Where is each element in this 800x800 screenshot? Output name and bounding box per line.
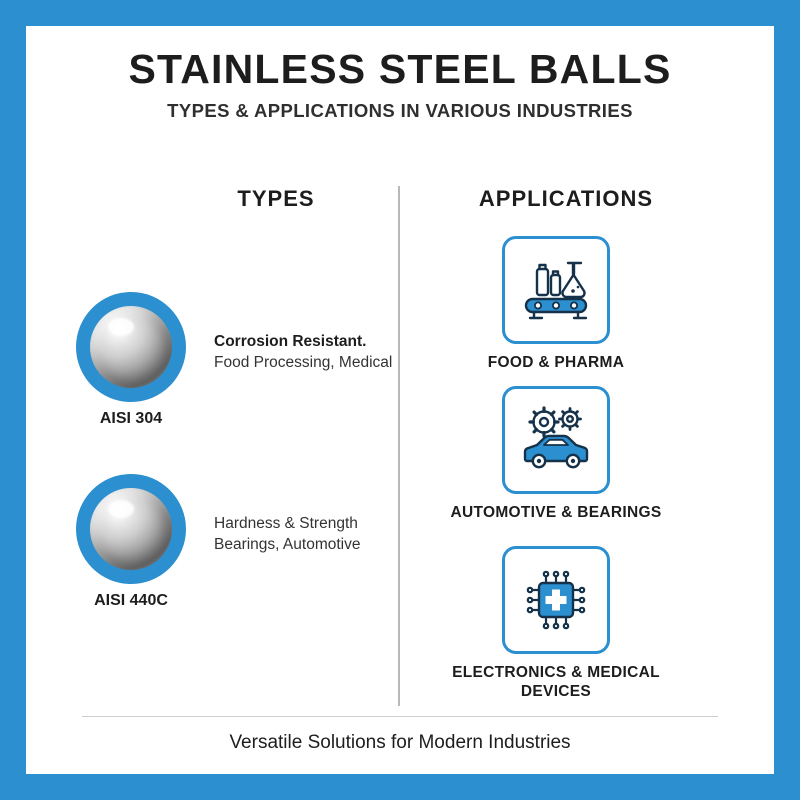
footer-divider [82,716,718,717]
type-description-line1: Corrosion Resistant. [214,333,367,351]
type-description [214,514,360,556]
type-item [76,474,360,624]
type-description-line1: Hardness & Strength [214,515,358,533]
page-title: STAINLESS STEEL BALLS [128,46,672,92]
application-label: ELECTRONICS & MEDICAL DEVICES [452,664,660,701]
type-description-line2: Bearings, Automotive [214,536,361,553]
ball-highlight [108,500,134,518]
steel-ball-graphic [76,474,196,624]
steel-ball-icon [90,306,172,388]
type-description-line2: Food Processing, Medical [214,354,393,371]
applications-heading: APPLICATIONS [478,186,654,211]
application-item [426,386,686,522]
ball-highlight [108,318,134,336]
application-item [426,236,686,372]
header [26,26,774,122]
infographic-panel [26,26,774,774]
application-label: FOOD & PHARMA [487,354,625,371]
footer-tagline: Versatile Solutions for Modern Industries [229,732,571,753]
steel-ball-graphic [76,292,196,442]
types-heading: TYPES [237,186,315,211]
content-columns [26,174,774,704]
page-subtitle: TYPES & APPLICATIONS IN VARIOUS INDUSTRIES [167,100,633,122]
application-item [426,546,686,702]
conveyor-flask-icon [502,236,610,344]
type-label: AISI 440C [94,592,168,609]
microchip-medical-icon [502,546,610,654]
column-divider [398,186,400,706]
steel-ball-icon [90,488,172,570]
car-gears-icon [502,386,610,494]
application-label: AUTOMOTIVE & BEARINGS [450,504,662,521]
type-item [76,292,392,442]
type-label: AISI 304 [99,410,163,427]
type-description [214,332,392,374]
